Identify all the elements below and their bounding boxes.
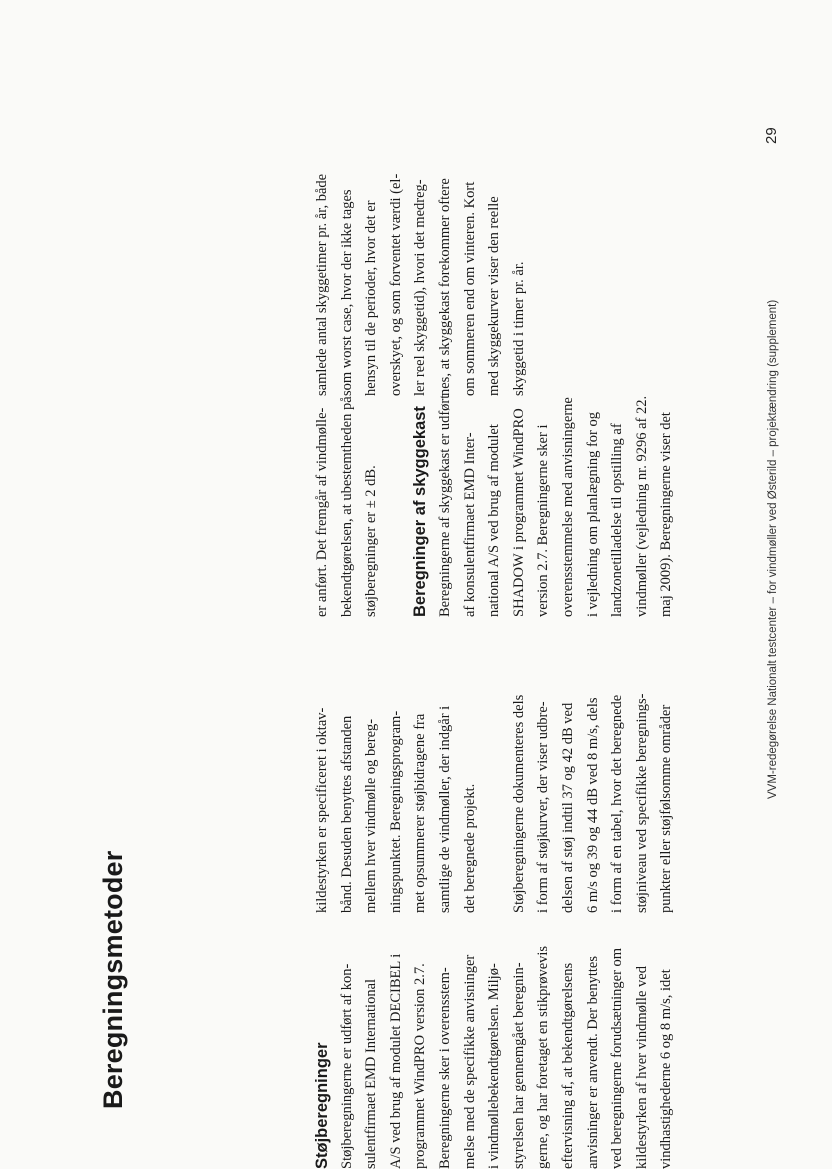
- text-line: som worst case, hvor der ikke tages: [338, 189, 355, 396]
- text-line: Støjberegningerne dokumenteres dels: [510, 694, 527, 913]
- page-number: 29: [763, 127, 780, 144]
- text-line: met opsummerer støjbidragene fra: [412, 713, 429, 913]
- text-line: i vindmøllebekendtgørelsen. Miljø-: [486, 963, 503, 1169]
- section-heading-shadow: Beregninger af skyggekast: [411, 406, 430, 617]
- text-line: anvisninger er anvendt. Der benyttes: [584, 956, 601, 1169]
- paragraph-gap: [482, 613, 507, 913]
- text-line: samtlige de vindmøller, der indgår i: [436, 705, 453, 913]
- text-line: kildestyrken er specificeret i oktav-: [314, 707, 330, 913]
- page-footer: VVM-redegørelse Nationalt testcenter – for vindmøller ved Østerild – projektændring (supplement): [767, 299, 779, 799]
- text-line: i form af en tabel, hvor det beregnede: [609, 694, 626, 913]
- text-line: mellem hver vindmølle og bereg-: [363, 718, 380, 913]
- text-line: samlede antal skyggetimer pr. år, både: [314, 173, 330, 396]
- text-line: national A/S ved brug af modulet: [486, 424, 503, 617]
- text-line: programmet WindPRO version 2.7.: [412, 963, 429, 1169]
- text-line: styrelsen har gennemgået beregnin-: [510, 962, 527, 1169]
- text-line: melse med de specifikke anvisninger: [461, 954, 478, 1169]
- text-line: er anført. Det fremgår af vindmølle-: [314, 407, 330, 617]
- text-line: Beregningerne af skyggekast er udført: [436, 394, 453, 617]
- text-line: støjberegninger er ± 2 dB.: [363, 465, 380, 617]
- text-line: hensyn til de perioder, hvor det er: [363, 200, 380, 396]
- text-line: eftervisning af, at bekendtgørelsens: [559, 962, 576, 1169]
- text-line: Støjberegningerne er udført af kon-: [338, 963, 355, 1169]
- page-title: Beregningsmetoder: [98, 850, 128, 1109]
- text-line: det beregnede projekt.: [461, 783, 478, 913]
- text-line: overensstemmelse med anvisningerne: [559, 397, 576, 617]
- text-line: gerne, og har foretaget en stikprøvevis: [535, 945, 552, 1169]
- text-line: ler reel skyggetid), hvori det medreg-: [412, 179, 429, 396]
- text-line: SHADOW i programmet WindPRO: [510, 408, 527, 617]
- text-line: vindmøller (vejledning nr. 9296 af 22.: [633, 395, 650, 617]
- text-line: af konsulentfirmaet EMD Inter-: [461, 432, 478, 617]
- column-4: [310, 96, 531, 396]
- text-line: bekendtgørelsen, at ubestemtheden på: [338, 396, 355, 617]
- text-line: vindhastighederne 6 og 8 m/s, idet: [658, 969, 675, 1169]
- paragraph: [310, 613, 482, 913]
- text-line: ningspunktet. Beregningsprogram-: [387, 710, 404, 913]
- text-line: A/S ved brug af modulet DECIBEL i: [387, 953, 404, 1169]
- text-line: kildestyrken af hver vindmølle ved: [633, 966, 650, 1169]
- text-line: maj 2009). Beregningerne viser det: [658, 412, 675, 617]
- text-line: overskyet, og som forventet værdi (el-: [387, 173, 404, 396]
- text-line: om sommeren end om vinteren. Kort: [461, 181, 478, 396]
- text-line: i vejledning om planlægning for og: [584, 412, 601, 617]
- text-line: punkter eller støjfølsomme områder: [658, 704, 675, 913]
- paragraph: [507, 613, 679, 913]
- section-heading-noise: Støjberegninger: [313, 1042, 331, 1169]
- text-line: delsen af støj indtil 37 og 42 dB ved: [559, 702, 576, 913]
- text-line: Beregningerne sker i overensstem-: [436, 967, 453, 1169]
- text-line: nes, at skyggekast forekommer oftere: [436, 178, 453, 396]
- text-line: sulentfirmaet EMD International: [363, 978, 380, 1169]
- text-line: i form af støjkurver, der viser udbre-: [535, 701, 552, 913]
- column-1: [310, 869, 679, 1169]
- text-line: med skyggekurver viser den reelle: [486, 196, 503, 396]
- text-line: skyggetid i timer pr. år.: [510, 261, 527, 396]
- text-line: støjniveau ved specifikke beregnings-: [633, 693, 650, 913]
- text-line: ved beregningerne forudsætninger om: [609, 947, 626, 1169]
- text-line: 6 m/s og 39 og 44 dB ved 8 m/s, dels: [584, 697, 601, 913]
- text-line: version 2.7. Beregningerne sker i: [535, 424, 552, 617]
- column-2: [310, 613, 679, 913]
- text-line: landzonetilladelse til opstilling af: [609, 423, 626, 617]
- text-line: bånd. Desuden benyttes afstanden: [338, 715, 355, 913]
